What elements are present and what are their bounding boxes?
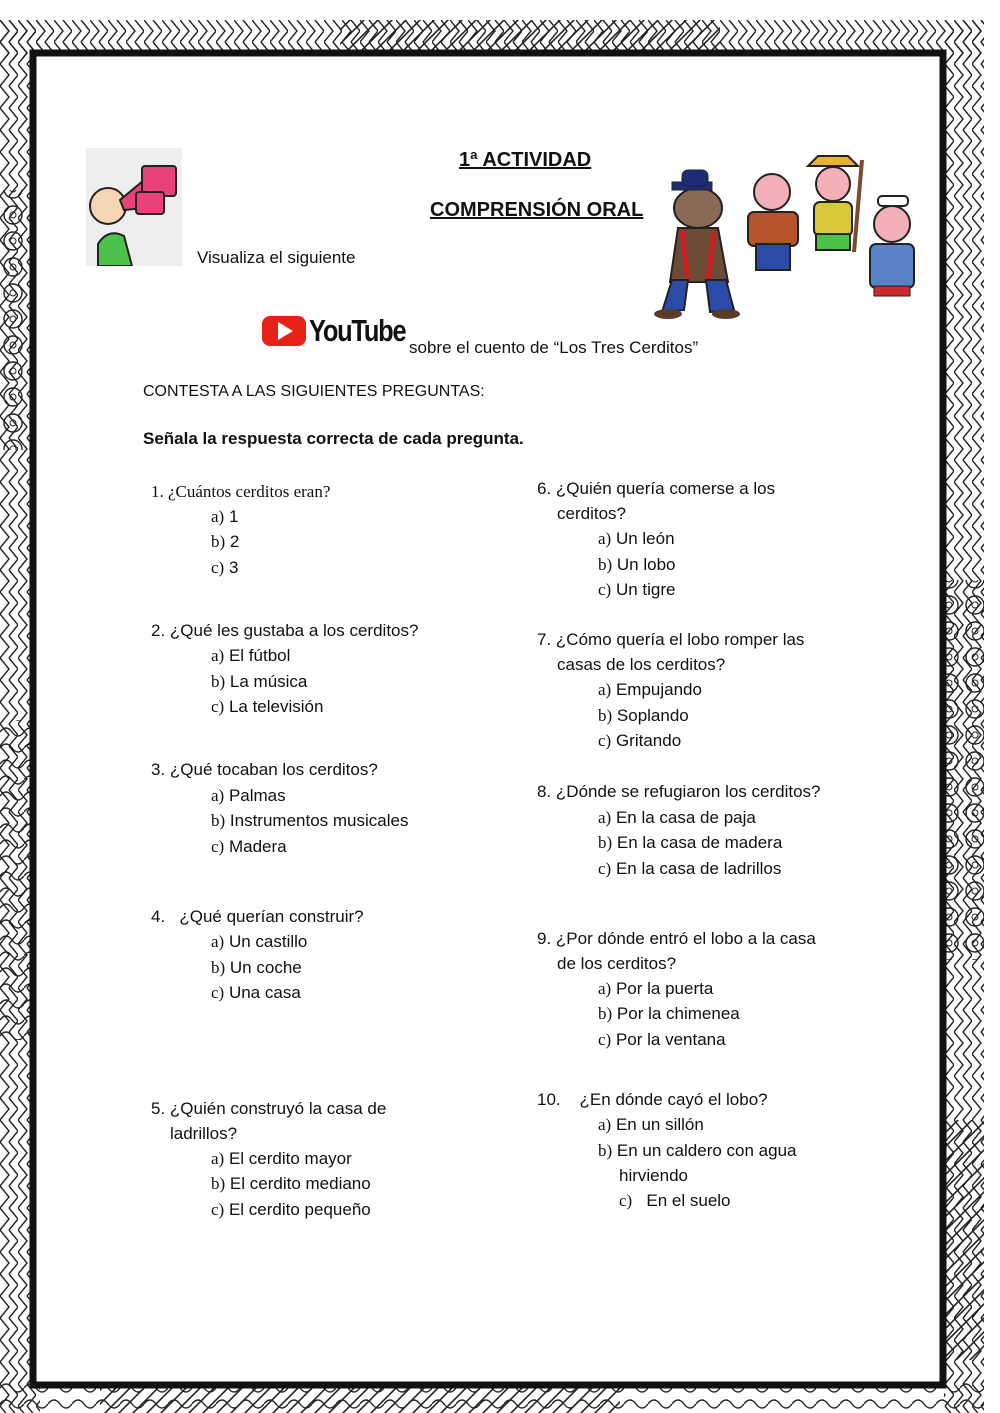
question-7: 7. ¿Cómo quería el lobo romper las <box>537 630 805 649</box>
q1-option-c[interactable]: c) 3 <box>211 558 239 577</box>
q6-option-c[interactable]: c) Un tigre <box>598 580 676 599</box>
q2-option-b[interactable]: b) La música <box>211 672 308 691</box>
question-8: 8. ¿Dónde se refugiaron los cerditos? <box>537 782 821 801</box>
section-title: COMPRENSIÓN ORAL <box>430 199 644 221</box>
question-6-line2: cerditos? <box>557 504 626 523</box>
q5-option-a[interactable]: a) El cerdito mayor <box>211 1149 352 1168</box>
question-3: 3. ¿Qué tocaban los cerditos? <box>151 760 378 779</box>
q9-option-c[interactable]: c) Por la ventana <box>598 1030 726 1049</box>
youtube-wordmark: YouTube <box>309 313 406 348</box>
q2-option-c[interactable]: c) La televisión <box>211 697 324 716</box>
question-10: 10. ¿En dónde cayó el lobo? <box>537 1090 768 1109</box>
q10-option-a[interactable]: a) En un sillón <box>598 1115 704 1134</box>
q1-option-a[interactable]: a) 1 <box>211 507 239 526</box>
pig-figure-1 <box>748 174 798 270</box>
pig-figure-3 <box>870 196 914 296</box>
q9-option-b[interactable]: b) Por la chimenea <box>598 1004 740 1023</box>
youtube-logo[interactable] <box>262 314 427 348</box>
q6-option-a[interactable]: a) Un león <box>598 529 675 548</box>
three-pigs-wolf-illustration <box>648 152 920 320</box>
story-text: sobre el cuento de “Los Tres Cerditos” <box>409 338 699 357</box>
question-4: 4. ¿Qué querían construir? <box>151 907 364 926</box>
question-2: 2. ¿Qué les gustaba a los cerditos? <box>151 621 419 640</box>
instructions: CONTESTA A LAS SIGUIENTES PREGUNTAS: <box>143 383 485 400</box>
q2-option-a[interactable]: a) El fútbol <box>211 646 291 665</box>
q1-option-b[interactable]: b) 2 <box>211 532 240 551</box>
q4-option-b[interactable]: b) Un coche <box>211 958 302 977</box>
subinstructions: Señala la respuesta correcta de cada pregunta. <box>143 429 524 448</box>
question-6: 6. ¿Quién quería comerse a los <box>537 479 776 498</box>
question-5-line2: ladrillos? <box>170 1124 238 1143</box>
question-5: 5. ¿Quién construyó la casa de <box>151 1099 387 1118</box>
pig-figure-2 <box>808 156 862 252</box>
q10-option-b[interactable]: b) En un caldero con agua <box>598 1141 797 1160</box>
q4-option-a[interactable]: a) Un castillo <box>211 932 308 951</box>
youtube-play-icon <box>262 316 306 346</box>
q3-option-c[interactable]: c) Madera <box>211 837 287 856</box>
q5-option-b[interactable]: b) El cerdito mediano <box>211 1174 371 1193</box>
question-9-line2: de los cerditos? <box>557 954 677 973</box>
intro-text: Visualiza el siguiente <box>197 248 356 267</box>
q8-option-a[interactable]: a) En la casa de paja <box>598 808 756 827</box>
wolf-figure <box>654 170 740 319</box>
q6-option-b[interactable]: b) Un lobo <box>598 555 676 574</box>
q7-option-a[interactable]: a) Empujando <box>598 680 702 699</box>
q7-option-b[interactable]: b) Soplando <box>598 706 689 725</box>
q3-option-a[interactable]: a) Palmas <box>211 786 286 805</box>
q10-option-c[interactable]: c) En el suelo <box>619 1191 731 1210</box>
q8-option-c[interactable]: c) En la casa de ladrillos <box>598 859 782 878</box>
q10-option-b-line2: hirviendo <box>619 1166 688 1185</box>
q9-option-a[interactable]: a) Por la puerta <box>598 979 714 998</box>
q8-option-b[interactable]: b) En la casa de madera <box>598 833 783 852</box>
q5-option-c[interactable]: c) El cerdito pequeño <box>211 1200 371 1219</box>
question-1: 1. ¿Cuántos cerditos eran? <box>151 482 331 501</box>
activity-title: 1ª ACTIVIDAD <box>459 149 592 171</box>
binoculars-person-icon <box>86 148 182 266</box>
question-7-line2: casas de los cerditos? <box>557 655 726 674</box>
q3-option-b[interactable]: b) Instrumentos musicales <box>211 811 409 830</box>
q7-option-c[interactable]: c) Gritando <box>598 731 682 750</box>
q4-option-c[interactable]: c) Una casa <box>211 983 301 1002</box>
question-9: 9. ¿Por dónde entró el lobo a la casa <box>537 929 816 948</box>
